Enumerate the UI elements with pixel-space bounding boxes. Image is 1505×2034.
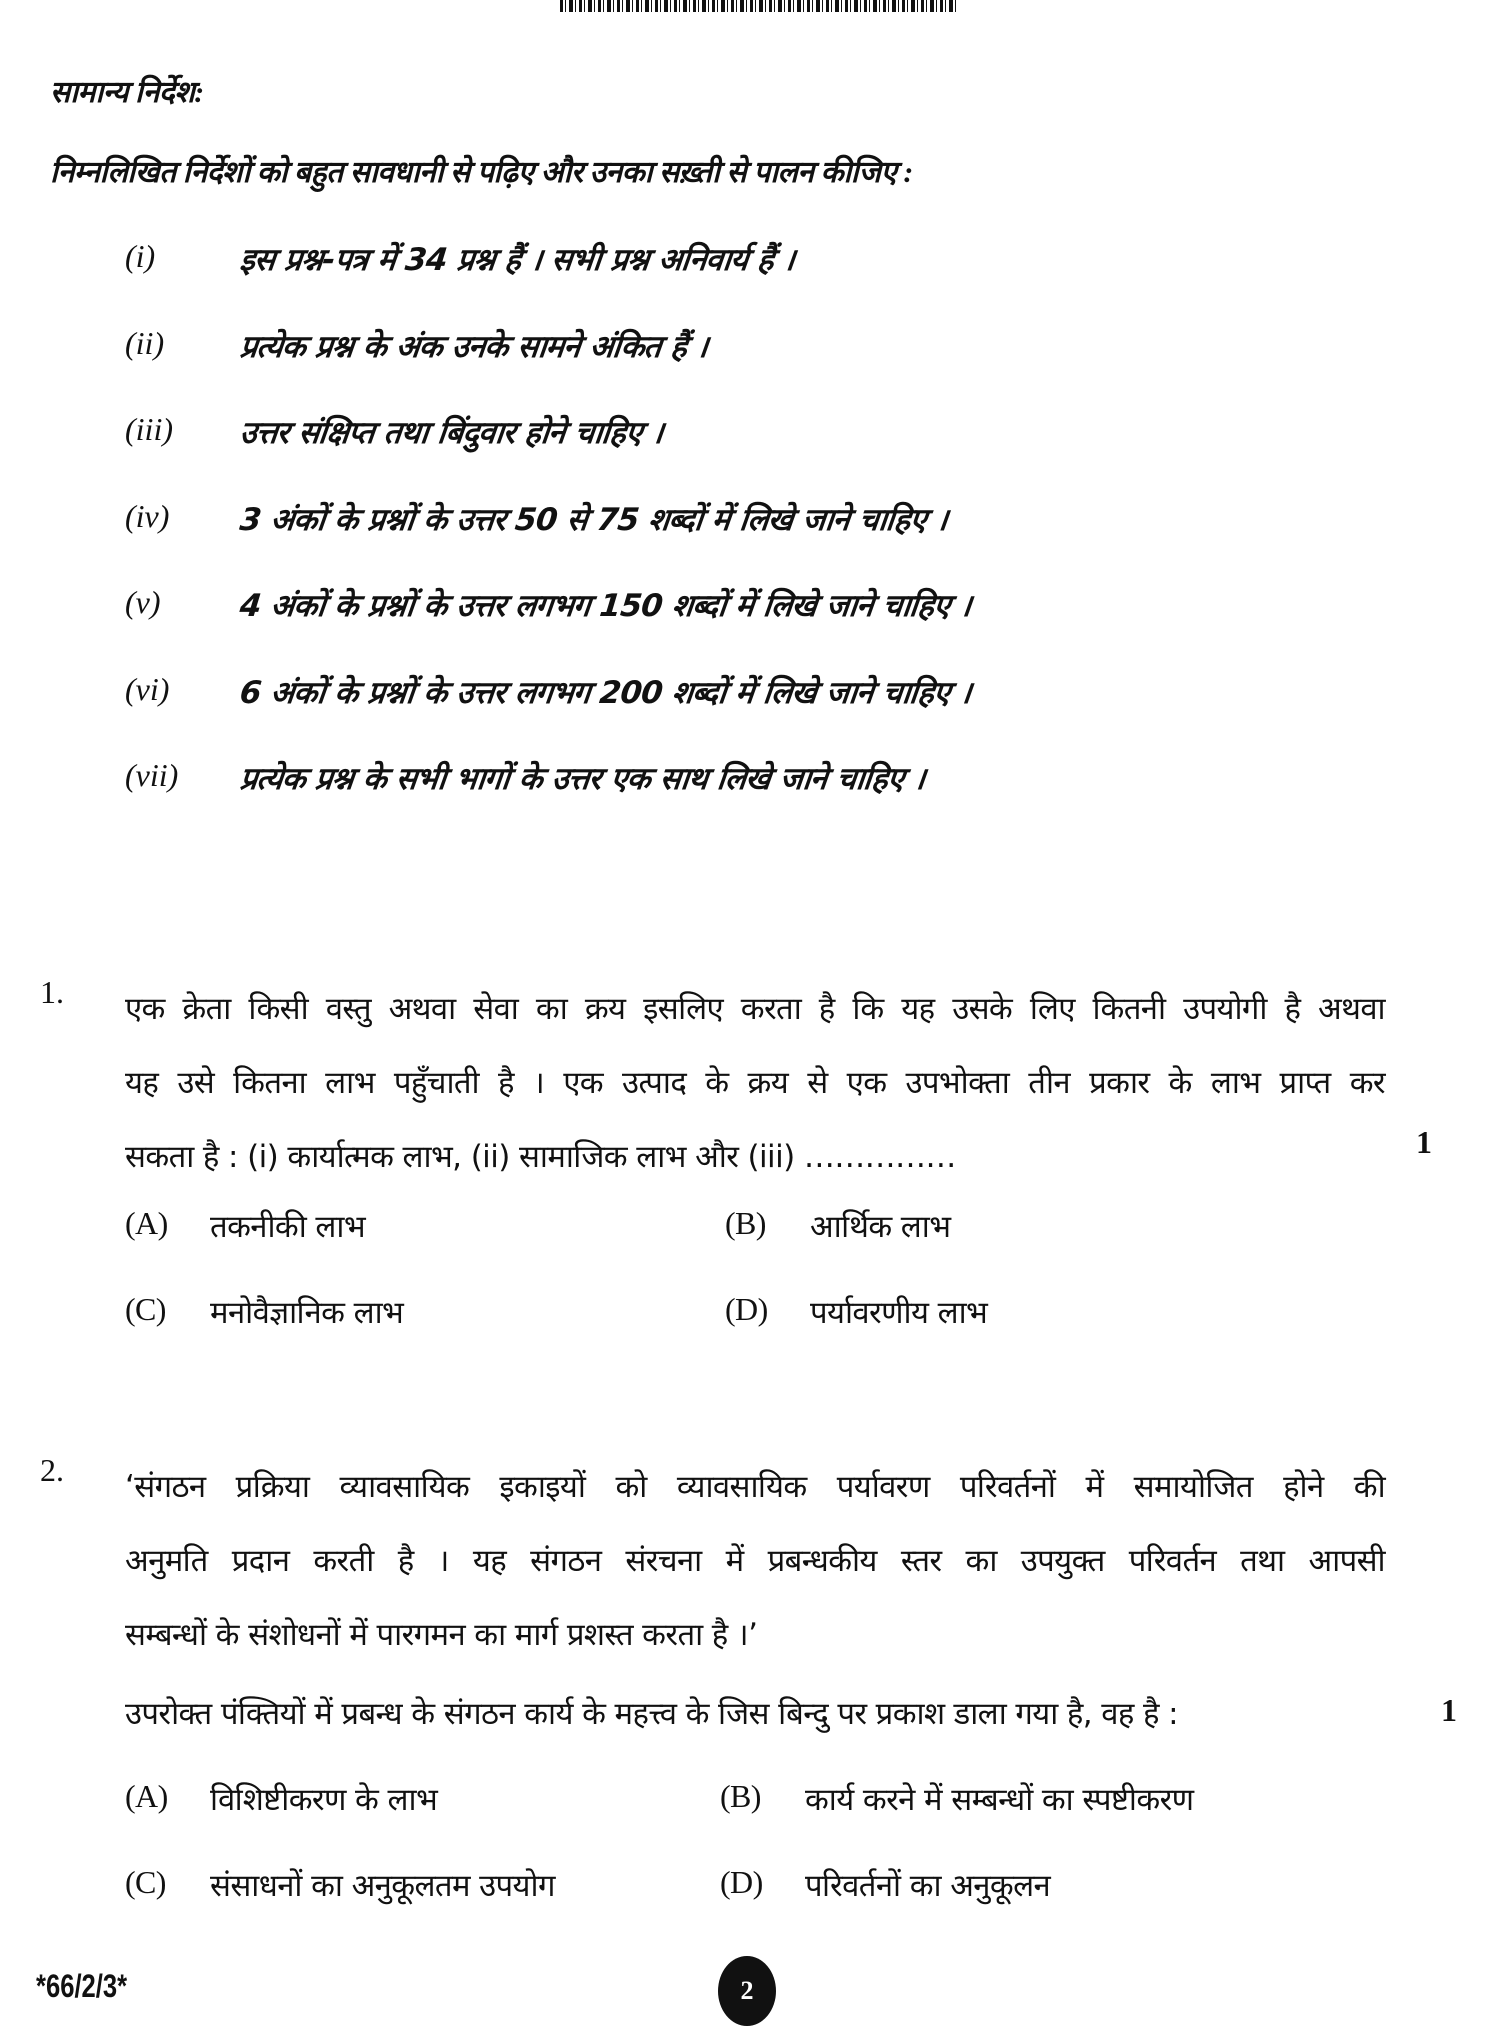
instruction-item	[125, 411, 1125, 498]
option-text: परिवर्तनों का अनुकूलन	[805, 1868, 1051, 1904]
instruction-item	[125, 498, 1125, 585]
option-label: (B)	[725, 1205, 766, 1241]
option-d[interactable]	[720, 1864, 1050, 1950]
instruction-number: (i)	[125, 238, 156, 274]
option-text: तकनीकी लाभ	[210, 1209, 366, 1245]
option-a[interactable]	[125, 1205, 725, 1291]
question-1	[40, 972, 1480, 1194]
question-line: सम्बन्धों के संशोधनों में पारगमन का मार्ग प्रशस्त करता है ।’	[125, 1617, 758, 1653]
option-a[interactable]	[125, 1778, 720, 1864]
question-marks: 1	[1441, 1692, 1457, 1728]
option-label: (A)	[125, 1205, 168, 1241]
option-label: (C)	[125, 1291, 166, 1327]
option-label: (C)	[125, 1864, 166, 1900]
page-number-badge	[718, 1956, 776, 2026]
instruction-item	[125, 325, 1125, 412]
instruction-text: 4 अंकों के प्रश्नों के उत्तर लगभग 150 शब्दों में लिखे जाने चाहिए ।	[238, 588, 973, 624]
option-text: पर्यावरणीय लाभ	[810, 1295, 988, 1331]
option-text: मनोवैज्ञानिक लाभ	[210, 1295, 404, 1331]
instruction-item	[125, 757, 1125, 844]
option-text: विशिष्टीकरण के लाभ	[210, 1782, 438, 1818]
option-label: (D)	[720, 1864, 763, 1900]
instruction-item	[125, 238, 1125, 325]
option-text: कार्य करने में सम्बन्धों का स्पष्टीकरण	[805, 1782, 1194, 1818]
instructions-title: सामान्य निर्देश:	[50, 76, 204, 109]
question-line: ‘संगठन प्रक्रिया व्यावसायिक इकाइयों को व्यावसायिक पर्यावरण परिवर्तनों में समायोजित होने की	[125, 1469, 1385, 1505]
option-label: (D)	[725, 1291, 768, 1327]
option-text: आर्थिक लाभ	[810, 1209, 951, 1245]
instruction-text: उत्तर संक्षिप्त तथा बिंदुवार होने चाहिए ।	[238, 415, 665, 451]
barcode	[560, 0, 956, 12]
question-2-prompt: उपरोक्त पंक्तियों में प्रबन्ध के संगठन कार्य के महत्त्व के जिस बिन्दु पर प्रकाश डाला गया है, वह है :	[125, 1696, 1178, 1732]
option-text: संसाधनों का अनुकूलतम उपयोग	[210, 1868, 555, 1904]
question-number: 2.	[40, 1452, 64, 1488]
question-2-options	[125, 1778, 1225, 1950]
question-marks: 1	[1416, 1124, 1432, 1160]
option-b[interactable]	[725, 1205, 950, 1291]
instruction-item	[125, 671, 1125, 758]
option-label: (B)	[720, 1778, 761, 1814]
paper-code: *66/2/3*	[36, 1968, 128, 2004]
question-number: 1.	[40, 974, 64, 1010]
option-label: (A)	[125, 1778, 168, 1814]
option-d[interactable]	[725, 1291, 987, 1377]
question-line: यह उसे कितना लाभ पहुँचाती है । एक उत्पाद के क्रय से एक उपभोक्ता तीन प्रकार के लाभ प्राप्त कर	[125, 1065, 1385, 1101]
instruction-number: (iv)	[125, 497, 170, 534]
instruction-text: इस प्रश्न-पत्र में 34 प्रश्न हैं । सभी प्रश्न अनिवार्य हैं ।	[238, 242, 796, 278]
question-line: अनुमति प्रदान करती है । यह संगठन संरचना में प्रबन्धकीय स्तर का उपयुक्त परिवर्तन तथा आपसी	[125, 1543, 1385, 1579]
instruction-number: (ii)	[125, 324, 165, 361]
instruction-text: 3 अंकों के प्रश्नों के उत्तर 50 से 75 शब्दों में लिखे जाने चाहिए ।	[238, 501, 949, 538]
option-c[interactable]	[125, 1291, 725, 1377]
question-line: सकता है : (i) कार्यात्मक लाभ, (ii) सामाजिक लाभ और (iii) ……………	[125, 1139, 956, 1175]
page-number: 2	[740, 1976, 754, 2005]
instruction-text: प्रत्येक प्रश्न के सभी भागों के उत्तर एक साथ लिखे जाने चाहिए ।	[238, 761, 927, 797]
instruction-text: 6 अंकों के प्रश्नों के उत्तर लगभग 200 शब्दों में लिखे जाने चाहिए ।	[238, 674, 973, 711]
question-2	[40, 1450, 1480, 1672]
instruction-number: (vi)	[125, 670, 170, 707]
instructions-subtitle: निम्नलिखित निर्देशों को बहुत सावधानी से पढ़िए और उनका सख़्ती से पालन कीजिए :	[50, 156, 913, 189]
instruction-item	[125, 584, 1125, 671]
question-line: एक क्रेता किसी वस्तु अथवा सेवा का क्रय इसलिए करता है कि यह उसके लिए कितनी उपयोगी है अथवा	[125, 991, 1385, 1027]
question-text	[125, 1450, 1480, 1672]
instruction-number: (iii)	[125, 411, 173, 447]
option-b[interactable]	[720, 1778, 1193, 1864]
instructions-list	[125, 238, 1125, 844]
option-c[interactable]	[125, 1864, 720, 1950]
question-1-options	[125, 1205, 1225, 1377]
instruction-number: (v)	[125, 584, 161, 620]
instruction-number: (vii)	[125, 757, 179, 793]
instruction-text: प्रत्येक प्रश्न के अंक उनके सामने अंकित हैं ।	[238, 328, 710, 365]
question-text	[125, 972, 1480, 1194]
